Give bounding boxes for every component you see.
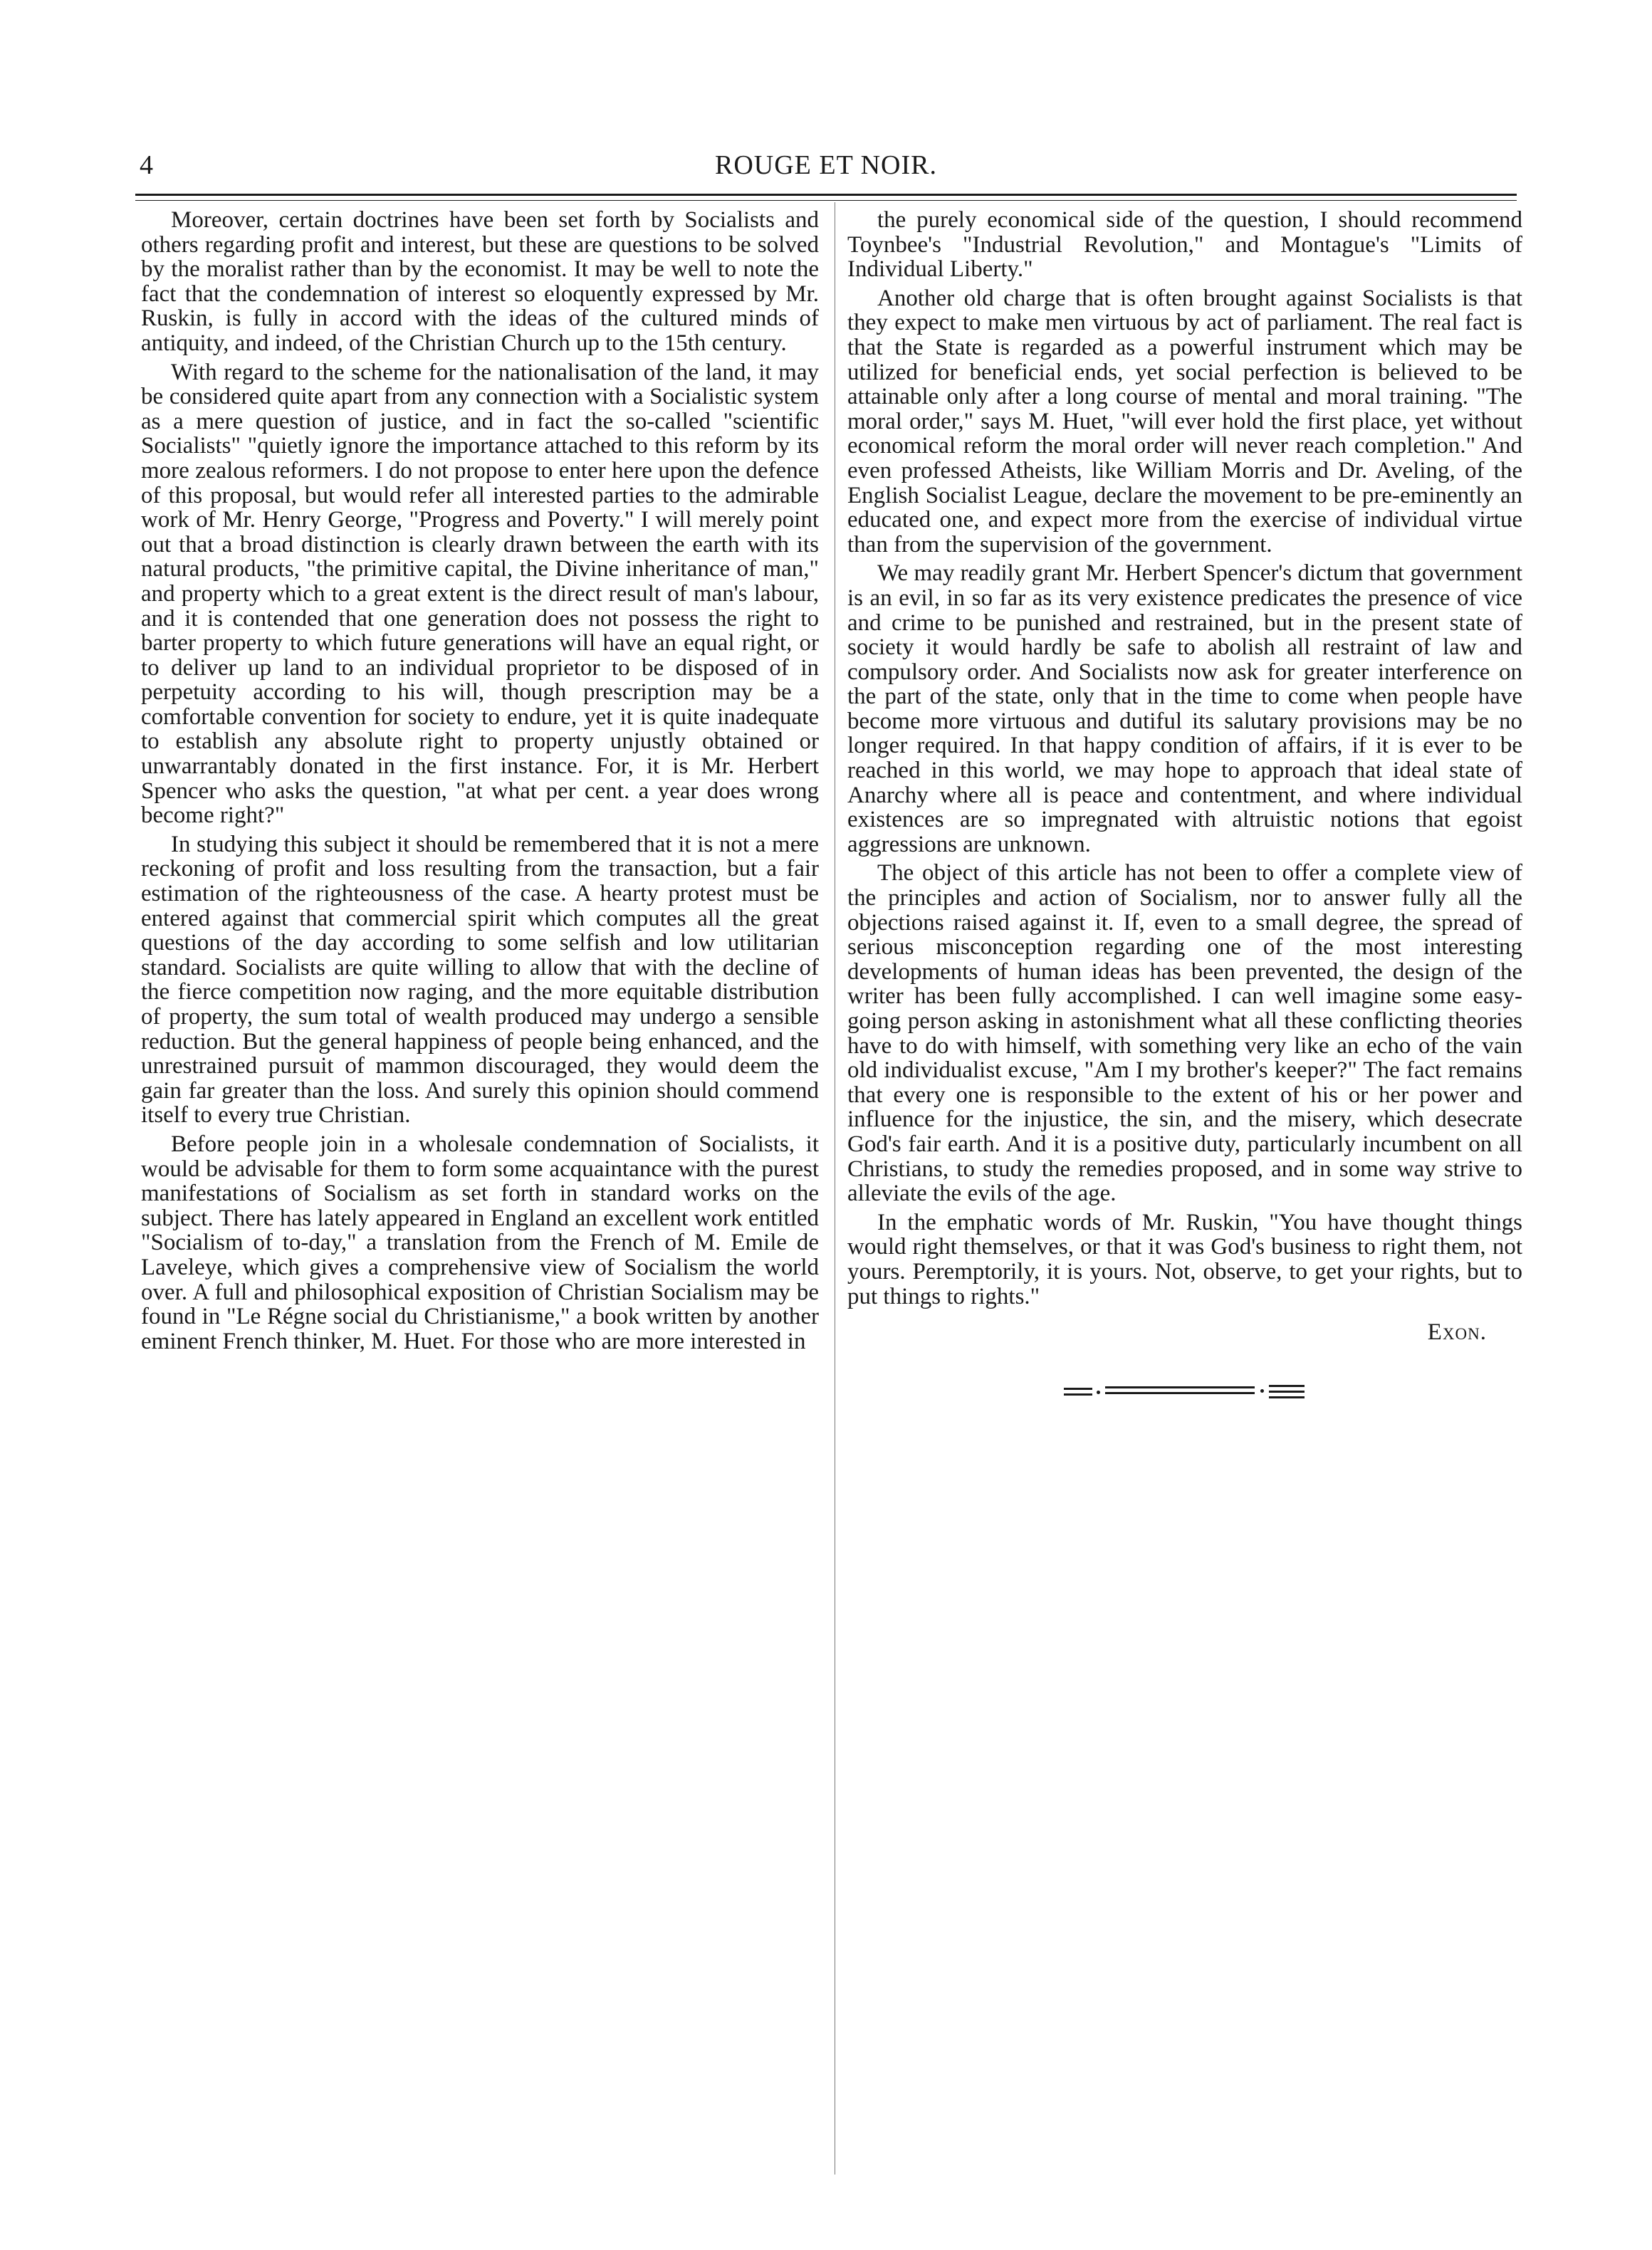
running-title: ROUGE ET NOIR. [714, 150, 937, 180]
header-rule-thin [135, 200, 1517, 201]
author-signature: Exon. [1427, 1319, 1487, 1346]
paragraph: We may readily grant Mr. Herbert Spencer's dictum that government is an evil, in so far as its very existence predicates the presence of vice and crime to be punished and restrained, but in the present state of society it would hardly be safe to abolish all restraint of law and compulsory order. And Socialists now ask for greater interference on the part of the state, only that in the time to come when people have become more virtuous and dutiful its salutary provisions may be no longer required. In that happy condition of affairs, if it is ever to be reached in this world, we may hope to approach that ideal state of Anarchy where all is peace and contentment, and where individual existences are so impregnated with altruistic notions that egoist aggressions are unknown. [847, 560, 1522, 857]
page-number: 4 [140, 150, 153, 180]
header-rule [135, 194, 1517, 196]
paragraph: Moreover, certain doctrines have been set forth by Socialists and others regarding profit and interest, but these are questions to be solved by the moralist rather than by the economist. It may be well to note the fact that the condemnation of interest so eloquently expressed by Mr. Ruskin, is fully in accord with the ideas of the cultured minds of antiquity, and indeed, of the Christian Church up to the 15th century. [141, 207, 819, 356]
paragraph: the purely economical side of the question, I should recommend Toynbee's "Industrial Revolution," and Montague's "Limits of Individual Liberty." [847, 207, 1522, 283]
paragraph: Before people join in a wholesale condemnation of Socialists, it would be advisable for them to form some acquaintance with the purest manifestations of Socialism as set forth in standard works on the subject. There has lately appeared in England an excellent work entitled "Socialism of to-day," a translation from the French of M. Emile de Laveleye, which gives a comprehensive view of Socialism the world over. A full and philosophical exposition of Christian Socialism may be found in "Le Régne social du Christianisme," a book written by another eminent French thinker, M. Huet. For those who are more interested in [141, 1131, 819, 1354]
paragraph: In studying this subject it should be remembered that it is not a mere reckoning of profit and loss resulting from the transaction, but a fair estimation of the righteousness of the case. A hearty protest must be entered against that commercial spirit which computes all the great questions of the day according to some selfish and low utilitarian standard. Socialists are quite willing to allow that with the decline of the fierce competition now raging, and the more equitable distribution of property, the sum total of wealth produced may undergo a sensible reduction. But the general happiness of people being enhanced, and the unrestrained pursuit of mammon discouraged, they would deem the gain far greater than the loss. And surely this opinion should commend itself to every true Christian. [141, 831, 819, 1129]
end-ornament [1064, 1382, 1306, 1401]
paragraph: Another old charge that is often brought against Socialists is that they expect to make men virtuous by act of parliament. The real fact is that the State is regarded as a powerful instrument which may be utilized for beneficial ends, yet social perfection is believed to be attainable only after a long course of mental and moral training. "The moral order," says M. Huet, "will ever hold the first place, yet without economical reform the moral order will never reach completion." And even professed Atheists, like William Morris and Dr. Aveling, of the English Socialist League, declare the movement to be pre-eminently an educated one, and expect more from the exercise of individual virtue than from the supervision of the government. [847, 285, 1522, 558]
right-column [847, 208, 1522, 1401]
paragraph: In the emphatic words of Mr. Ruskin, "You have thought things would right themselves, or that it was God's business to right them, not yours. Peremptorily, it is yours. Not, observe, to get your rights, but to put things to rights." [847, 1209, 1522, 1309]
page-header [135, 150, 1517, 192]
left-column [141, 208, 819, 1358]
paragraph: The object of this article has not been to offer a complete view of the principles and action of Socialism, nor to answer fully all the objections raised against it. If, even to a small degree, the spread of serious misconception regarding one of the most interesting developments of human ideas has been prevented, the design of the writer has been fully accomplished. I can well imagine some easy-going person asking in astonishment what all these conflicting theories have to do with himself, with something very like an echo of the vain old individualist excuse, "Am I my brother's keeper?" The fact remains that every one is responsible to the extent of his or her power and influence for the injustice, the sin, and the misery, which desecrate God's fair earth. And it is a positive duty, particularly incumbent on all Christians, to study the remedies proposed, and in some way strive to alleviate the evils of the age. [847, 860, 1522, 1207]
paragraph: With regard to the scheme for the nationalisation of the land, it may be considered quite apart from any connection with a Socialistic system as a mere question of justice, and in fact the so-called "scientific Socialists" "quietly ignore the importance attached to this reform by its more zealous reformers. I do not propose to enter here upon the defence of this proposal, but would refer all interested parties to the admirable work of Mr. Henry George, "Progress and Poverty." I will merely point out that a broad distinction is clearly drawn between the earth with its natural products, "the primitive capital, the Divine inheritance of man," and property which to a great extent is the direct result of man's labour, and it is contended that one generation does not possess the right to barter property to which future generations will have an equal right, or to deliver up land to an individual proprietor to be disposed of in perpetuity according to his will, though prescription may be a comfortable convention for society to endure, yet it is quite inadequate to establish any absolute right to property unjustly obtained or unwarrantably donated in the first instance. For, it is Mr. Herbert Spencer who asks the question, "at what per cent. a year does wrong become right?" [141, 359, 819, 829]
